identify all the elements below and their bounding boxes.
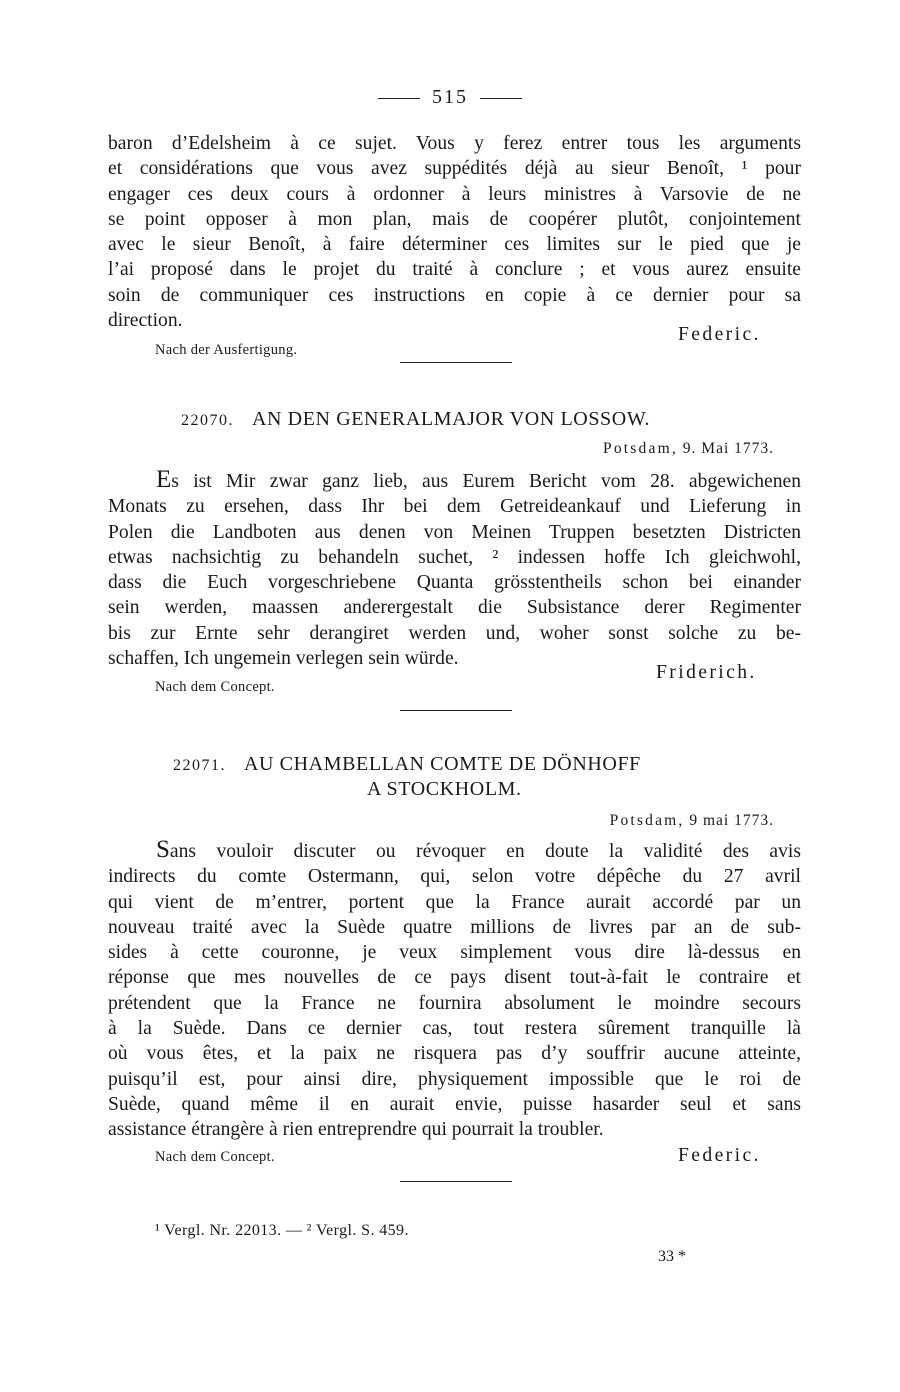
source-note: Nach dem Concept. <box>155 679 275 695</box>
source-note: Nach dem Concept. <box>155 1149 275 1165</box>
page-number: 515 <box>432 86 468 108</box>
section-divider <box>400 710 512 711</box>
letter-title: AU CHAMBELLAN COMTE DE DÖNHOFF <box>244 753 641 775</box>
letter-date <box>610 812 774 830</box>
source-note: Nach der Ausfertigung. <box>155 342 298 358</box>
letter-body <box>108 837 801 1143</box>
continuation-paragraph <box>108 131 801 333</box>
text-line: schaffen, Ich ungemein verlegen sein würde. <box>108 648 459 670</box>
page-header <box>0 86 900 109</box>
header-dash-left <box>378 98 420 99</box>
text-line: se point opposer à mon plan, mais de coopérer plutôt, conjointement <box>108 208 801 230</box>
letter-place: Potsdam, <box>609 812 685 829</box>
text-line: dass die Euch vorgeschriebene Quanta grösstentheils schon bei einander <box>108 572 801 594</box>
section-divider <box>400 1181 512 1182</box>
text-line: nouveau traité avec la Suède quatre millions de livres par an de sub- <box>108 916 801 938</box>
text-line: où vous êtes, et la paix ne risquera pas d’y souffrir aucune atteinte, <box>108 1043 801 1065</box>
text-line <box>108 467 801 494</box>
letter-heading <box>0 753 900 776</box>
letter-place: Potsdam, <box>603 440 678 457</box>
text-line: indirects du comte Ostermann, qui, selon votre dépêche du 27 avril <box>108 866 801 888</box>
text-line-content: ans vouloir discuter ou révoquer en doute la validité des avis <box>169 841 801 862</box>
text-line: puisqu’il est, pour ainsi dire, physiquement impossible que le roi de <box>108 1068 801 1090</box>
section-divider <box>400 362 512 363</box>
text-line: à la Suède. Dans ce dernier cas, tout restera sûrement tranquille là <box>108 1018 801 1040</box>
text-line: Polen die Landboten aus denen von Meinen Truppen besetzten Districten <box>108 521 801 543</box>
text-line: prétendent que la France ne fournira absolument le moindre secours <box>108 992 801 1014</box>
initial-letter: E <box>156 466 172 493</box>
text-line: Suède, quand même il en aurait envie, puisse hasarder seul et sans <box>108 1093 801 1115</box>
text-line <box>108 837 801 864</box>
text-line: sein werden, maassen anderergestalt die Subsistance derer Regimenter <box>108 597 801 619</box>
letter-date <box>603 440 774 458</box>
text-line: baron d’Edelsheim à ce sujet. Vous y ferez entrer tous les arguments <box>108 133 801 154</box>
text-line: bis zur Ernte sehr derangiret werden und, woher sonst solche zu be- <box>108 622 801 644</box>
letter-day: 9 mai 1773. <box>689 812 774 829</box>
text-line: Monats zu ersehen, dass Ihr bei dem Getreideankauf und Lieferung in <box>108 496 801 518</box>
text-line-content: s ist Mir zwar ganz lieb, aus Eurem Bericht vom 28. abgewichenen <box>171 471 801 492</box>
initial-letter: S <box>156 836 170 863</box>
text-line: etwas nachsichtig zu behandeln suchet, ² indessen hoffe Ich gleichwohl, <box>108 546 801 568</box>
footnotes: ¹ Vergl. Nr. 22013. — ² Vergl. S. 459. <box>155 1222 409 1239</box>
header-dash-right <box>480 98 522 99</box>
text-line: avec le sieur Benoît, à faire déterminer ces limites sur le pied que je <box>108 234 801 256</box>
letter-number: 22070. <box>181 412 234 429</box>
text-line: réponse que mes nouvelles de ce pays disent tout-à-fait le contraire et <box>108 967 801 989</box>
text-line: sides à cette couronne, je veux simplement vous dire là-dessus en <box>108 942 801 964</box>
text-line: soin de communiquer ces instructions en copie à ce dernier pour sa <box>108 284 801 306</box>
letter-number: 22071. <box>173 757 226 774</box>
letter-title: AN DEN GENERALMAJOR VON LOSSOW. <box>252 408 651 430</box>
signature: Federic. <box>678 1145 761 1166</box>
signature: Friderich. <box>656 662 757 683</box>
text-line: assistance étrangère à rien entreprendre qui pourrait la troubler. <box>108 1119 604 1141</box>
sheet-signature: 33 * <box>658 1248 686 1265</box>
letter-day: 9. Mai 1773. <box>682 440 774 457</box>
letter-heading-line2: A STOCKHOLM. <box>367 778 522 800</box>
text-line: qui vient de m’entrer, portent que la France aurait accordé par un <box>108 891 801 913</box>
text-line: l’ai proposé dans le projet du traité à conclure ; et vous aurez ensuite <box>108 259 801 281</box>
text-line: engager ces deux cours à ordonner à leurs ministres à Varsovie de ne <box>108 183 801 205</box>
letter-heading <box>0 408 900 431</box>
letter-body <box>108 467 801 671</box>
text-line: direction. <box>108 310 183 332</box>
signature: Federic. <box>678 324 761 345</box>
text-line: et considérations que vous avez suppédités déjà au sieur Benoît, ¹ pour <box>108 158 801 180</box>
